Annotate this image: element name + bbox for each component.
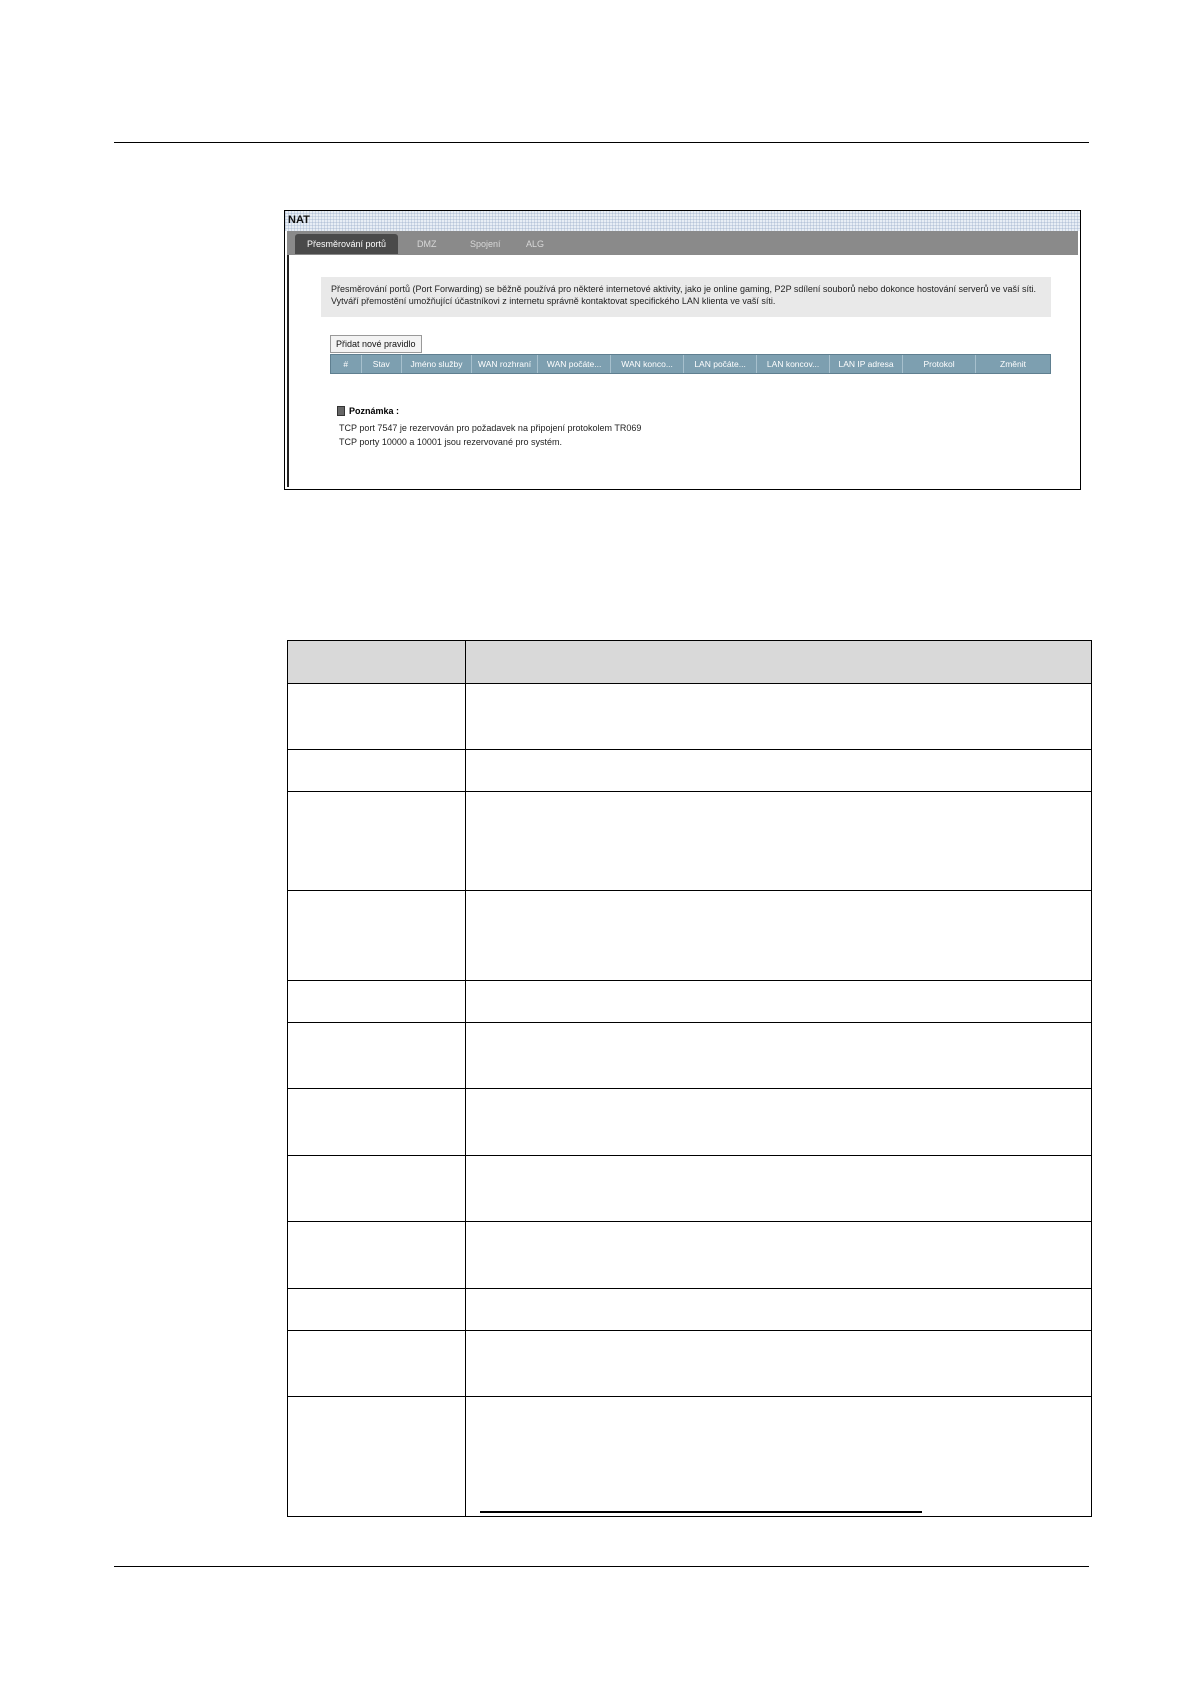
table-cell xyxy=(288,1156,466,1222)
table-header-cell-2 xyxy=(466,641,1092,684)
table-cell xyxy=(288,684,466,750)
table-row xyxy=(288,1222,1092,1289)
table-cell xyxy=(288,1222,466,1289)
table-cell xyxy=(466,792,1092,891)
col-lan-start[interactable]: LAN počáte... xyxy=(684,355,757,373)
col-lan-ip[interactable]: LAN IP adresa xyxy=(830,355,903,373)
info-box: Přesměrování portů (Port Forwarding) se běžně používá pro některé internetové aktivity, jako je online gaming, P2P sdílení souborů nebo dokonce hostování serverů ve vaší síti. Vytváří přemostění umožňující účastníkovi z internetu správně kontaktovat specifického LAN klienta ve vaší síti. xyxy=(321,277,1051,317)
col-service-name[interactable]: Jméno služby xyxy=(402,355,472,373)
table-cell xyxy=(288,792,466,891)
table-cell xyxy=(466,1331,1092,1397)
rules-table-header xyxy=(330,354,1051,374)
table-cell xyxy=(466,981,1092,1023)
col-protocol[interactable]: Protokol xyxy=(903,355,976,373)
table-header-row xyxy=(288,641,1092,684)
note-line-system-ports: TCP porty 10000 a 10001 jsou rezervované pro systém. xyxy=(339,437,562,447)
col-wan-end[interactable]: WAN konco... xyxy=(611,355,684,373)
table-cell xyxy=(466,684,1092,750)
table-cell xyxy=(466,1023,1092,1089)
tab-connection[interactable]: Spojení xyxy=(470,239,501,249)
table-cell xyxy=(288,1331,466,1397)
col-edit[interactable]: Změnit xyxy=(1000,359,1026,369)
table-cell xyxy=(288,891,466,981)
col-lan-end[interactable]: LAN koncov... xyxy=(757,355,830,373)
table-header-cell-1 xyxy=(288,641,466,684)
table-cell xyxy=(288,981,466,1023)
description-table xyxy=(287,640,1092,1520)
col-wan-interface[interactable]: WAN rozhraní xyxy=(472,355,538,373)
table-row xyxy=(288,750,1092,792)
nat-title-bar xyxy=(285,211,1080,231)
table-cell xyxy=(466,1156,1092,1222)
add-rule-button[interactable]: Přidat nové pravidlo xyxy=(330,335,422,353)
table-cell xyxy=(288,1023,466,1089)
tab-dmz[interactable]: DMZ xyxy=(417,239,437,249)
nat-screenshot-panel xyxy=(284,210,1081,490)
table-row xyxy=(288,981,1092,1023)
table-cell xyxy=(466,1089,1092,1156)
table-row xyxy=(288,684,1092,750)
table-cell xyxy=(466,1397,1092,1517)
table-cell xyxy=(466,750,1092,792)
table-row xyxy=(288,1397,1092,1517)
tab-bar xyxy=(287,231,1078,255)
table-row xyxy=(288,1023,1092,1089)
col-status[interactable]: Stav xyxy=(362,355,402,373)
table-row xyxy=(288,1089,1092,1156)
col-index[interactable]: # xyxy=(331,355,362,373)
table-row xyxy=(288,792,1092,891)
nat-title: NAT xyxy=(288,214,310,226)
col-wan-start[interactable]: WAN počáte... xyxy=(538,355,611,373)
header-rule xyxy=(114,142,1089,143)
tab-alg[interactable]: ALG xyxy=(526,239,545,249)
table-open-bottom xyxy=(286,1519,1094,1523)
footer-rule xyxy=(114,1566,1089,1567)
table-cell xyxy=(466,1289,1092,1331)
table-cell xyxy=(288,1397,466,1517)
table-bottom-underline xyxy=(480,1511,922,1513)
table-row xyxy=(288,1156,1092,1222)
note-line-tr069: TCP port 7547 je rezervován pro požadavek na připojení protokolem TR069 xyxy=(339,423,642,433)
note-icon xyxy=(337,406,345,416)
note-title: Poznámka : xyxy=(349,406,400,416)
table-cell xyxy=(288,1089,466,1156)
table-row xyxy=(288,891,1092,981)
table-row xyxy=(288,1331,1092,1397)
table-row xyxy=(288,1289,1092,1331)
table-cell xyxy=(466,891,1092,981)
table-cell xyxy=(288,1289,466,1331)
panel-left-border xyxy=(287,255,289,487)
table-cell xyxy=(288,750,466,792)
tab-port-forwarding[interactable]: Přesměrování portů xyxy=(295,234,398,254)
table-cell xyxy=(466,1222,1092,1289)
